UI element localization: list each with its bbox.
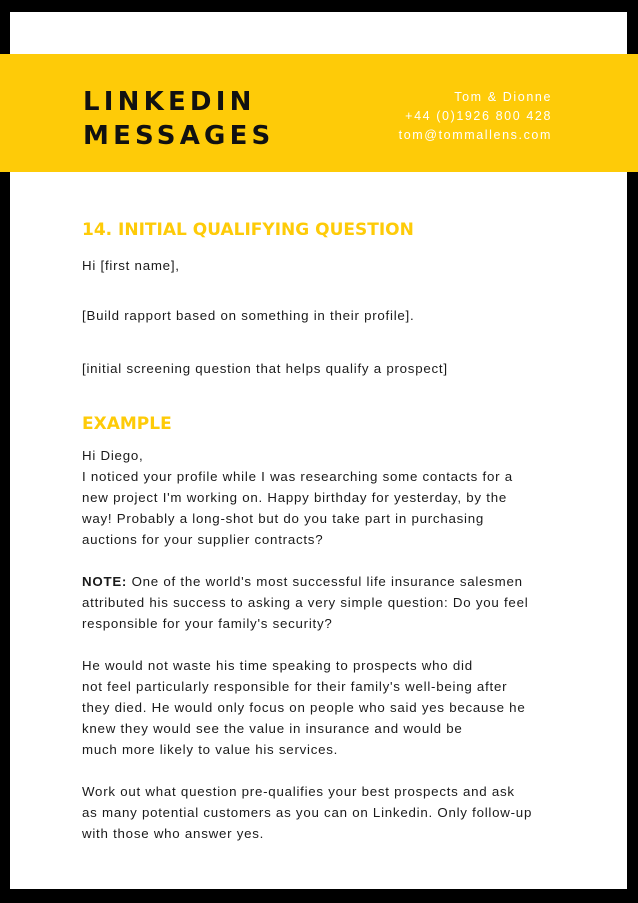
- title-line-2: MESSAGES: [83, 121, 275, 151]
- advice-paragraph: [82, 781, 582, 844]
- explanation-line: knew they would see the value in insurance and would be: [82, 721, 463, 736]
- explanation-line: they died. He would only focus on people who said yes because he: [82, 700, 526, 715]
- advice-line: Work out what question pre-qualifies your best prospects and ask: [82, 784, 515, 799]
- section-heading-example: EXAMPLE: [82, 414, 172, 434]
- note-label: NOTE:: [82, 574, 128, 589]
- explanation-line: He would not waste his time speaking to prospects who did: [82, 658, 473, 673]
- explanation-line: not feel particularly responsible for their family's well-being after: [82, 679, 508, 694]
- template-greeting: Hi [first name],: [82, 258, 180, 273]
- example-line: way! Probably a long-shot but do you take part in purchasing: [82, 511, 485, 526]
- contact-email: tom@tommallens.com: [398, 128, 552, 142]
- page-title: [83, 85, 274, 153]
- note-first-line: One of the world's most successful life insurance salesmen: [127, 574, 523, 589]
- example-line: Hi Diego,: [82, 448, 144, 463]
- explanation-line: much more likely to value his services.: [82, 742, 339, 757]
- note-line: [82, 571, 582, 592]
- contact-name: Tom & Dionne: [454, 90, 552, 104]
- title-line-1: LINKEDIN: [83, 87, 256, 117]
- note-line: responsible for your family's security?: [82, 616, 333, 631]
- advice-line: as many potential customers as you can on Linkedin. Only follow-up: [82, 805, 533, 820]
- template-screening-question: [initial screening question that helps qualify a prospect]: [82, 361, 448, 376]
- contact-phone: +44 (0)1926 800 428: [405, 109, 552, 123]
- example-line: new project I'm working on. Happy birthday for yesterday, by the: [82, 490, 508, 505]
- contact-info: [399, 88, 552, 145]
- note-paragraph: [82, 571, 582, 634]
- section-heading-qualifying-question: 14. INITIAL QUALIFYING QUESTION: [82, 220, 414, 240]
- example-line: I noticed your profile while I was researching some contacts for a: [82, 469, 513, 484]
- template-rapport: [Build rapport based on something in their profile].: [82, 308, 415, 323]
- example-message: [82, 445, 582, 550]
- note-line: attributed his success to asking a very simple question: Do you feel: [82, 595, 529, 610]
- advice-line: with those who answer yes.: [82, 826, 265, 841]
- explanation-paragraph: [82, 655, 582, 760]
- example-line: auctions for your supplier contracts?: [82, 532, 324, 547]
